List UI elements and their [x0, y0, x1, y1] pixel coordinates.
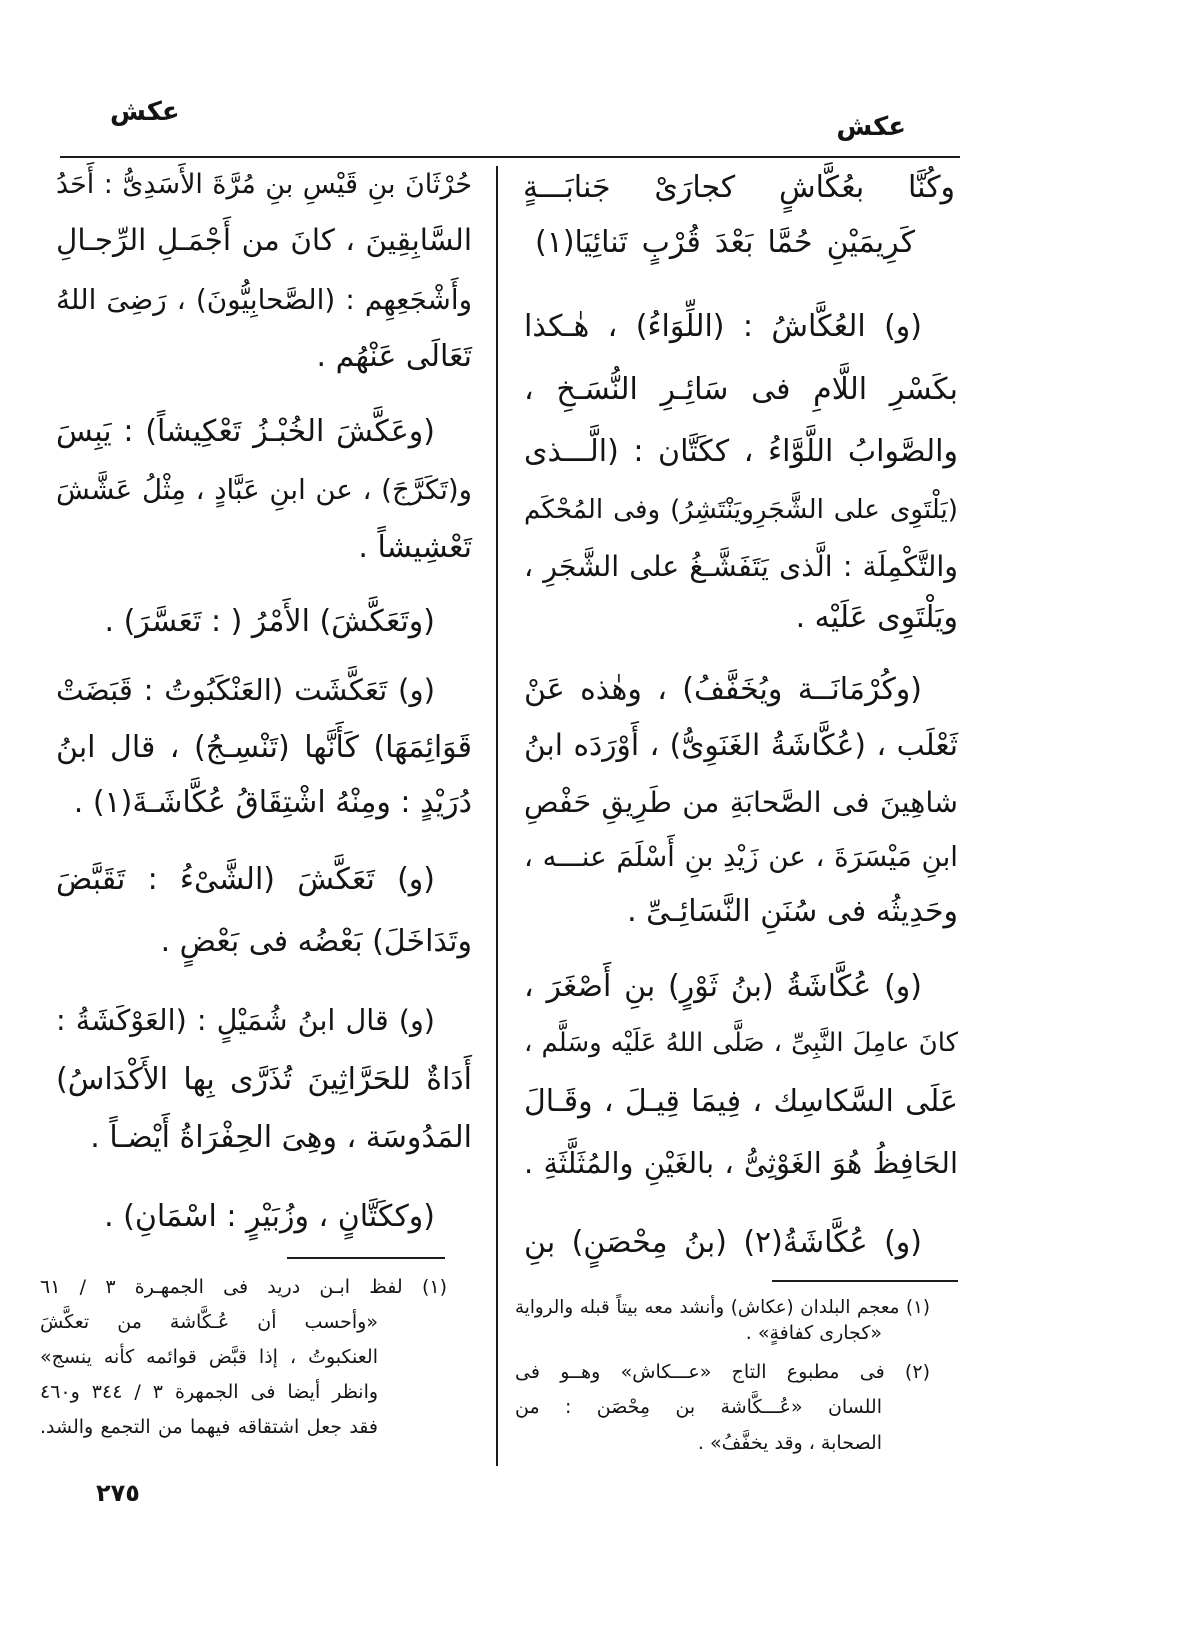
entry-line: (و) عُكَّاشَةُ(٢) (بنُ مِحْصَنٍ) بنِ: [524, 1225, 922, 1260]
column-divider: [496, 166, 498, 1466]
footnote-line: فقد جعل اشتقاقه فيهما من التجمع والشد.: [40, 1416, 378, 1438]
entry-line: وتَدَاخَلَ) بَعْضُه فى بَعْضٍ .: [160, 924, 472, 959]
entry-line: (وكُرْمَانَــة ويُخَفَّفُ) ، وهٰذه عَنْ: [524, 672, 922, 707]
page-number: ٢٧٥: [96, 1479, 140, 1507]
entry-line: وأَشْجَعِهِم : (الصَّحابِيُّونَ) ، رَضِىَ اللهُ: [56, 283, 472, 316]
entry-line: (و) تَعَكَّشَت (العَنْكَبُوتُ : قَبَضَتْ: [56, 673, 435, 707]
header-rule: [60, 156, 960, 158]
entry-line: ابنِ مَيْسَرَةَ ، عن زَيْدِ بنِ أَسْلَمَ عنـــه ،: [524, 840, 958, 873]
poem-verse: وكُنَّا بعُكَّاشٍ كجارَىْ جَنابَـــةٍ: [523, 170, 955, 205]
footnote-line: العنكبوتُ ، إذا قبَّض قوائمه كأنه ينسج»: [40, 1346, 378, 1368]
entry-line: (وتَعَكَّشَ) الأَمْرُ ( : تَعَسَّرَ) .: [104, 604, 435, 639]
entry-line: ثَعْلَب ، (عُكَّاشَةُ الغَنَوِىُّ) ، أَوْرَدَه ابنُ: [524, 728, 958, 762]
poem-verse: كَرِيمَيْنِ حُمَّا بَعْدَ قُرْبٍ تَنائِيَا(١): [535, 225, 915, 260]
entry-line: عَلَى السَّكاسِك ، فِيمَا قِيـلَ ، وقَـالَ: [524, 1084, 958, 1119]
footnote-line: الصحابة ، وقد يخفَّفُ» .: [697, 1432, 882, 1454]
entry-line: بكَسْرِ اللَّامِ فى سَائِـرِ النُّسَـخِ ،: [524, 372, 958, 407]
footnote-line: (٢) فى مطبوع التاج «عـــكاش» وهــو فى: [515, 1361, 930, 1383]
footnote-line: «وأحسب أن عُـكَّاشة من تعكَّشَ: [40, 1311, 378, 1333]
entry-line: شاهِينَ فى الصَّحابَةِ من طَرِيقِ حَفْصِ: [524, 785, 958, 819]
entry-line: والصَّوابُ اللَّوَّاءُ ، ككَتَّان : (الَّـــذى: [524, 434, 958, 469]
footnote-line: «كجارى كفافةٍ» .: [745, 1322, 882, 1344]
entry-line: قَوَائِمَهَا) كَأَنَّها (تَنْسِـجُ) ، قال ابنُ: [56, 730, 472, 765]
footnote-rule: [287, 1257, 445, 1259]
entry-line: المَدُوسَة ، وهِىَ الحِفْرَاةُ أَيْضـاً .: [90, 1120, 472, 1155]
footnote-line: وانظر أيضا فى الجمهرة ٣ / ٣٤٤ و٤٦٠: [40, 1381, 379, 1403]
entry-line: أَدَاةٌ للحَرَّاثِينَ تُذَرَّى بِها الأَكْدَاسُ): [56, 1062, 472, 1097]
entry-line: دُرَيْدٍ : ومِنْهُ اشْتِقَاقُ عُكَّاشَـةَ(١) .: [73, 785, 472, 820]
entry-line: (وككَتَّانٍ ، وزُبَيْرٍ : اسْمَانِ) .: [104, 1199, 435, 1234]
page-header-word-right: عكش: [836, 112, 906, 142]
entry-line: (و) العُكَّاشُ : (اللِّوَاءُ) ، هٰـكذا: [524, 309, 922, 344]
entry-line: السَّابِقِينَ ، كانَ من أَجْمَـلِ الرِّجـالِ: [56, 223, 472, 257]
entry-line: تَعْشِيشاً .: [358, 530, 472, 565]
entry-line: (و) تَعَكَّشَ (الشَّىْءُ : تَقَبَّضَ: [56, 862, 435, 897]
entry-line: (و) قال ابنُ شُمَيْلٍ : (العَوْكَشَةُ :: [56, 1003, 435, 1037]
entry-line: (وعَكَّشَ الخُبْـزُ تَعْكِيشاً) : يَبِسَ: [56, 414, 435, 449]
entry-line: وحَدِيثُه فى سُنَنِ النَّسَائِـىِّ .: [627, 894, 958, 929]
entry-line: حُرْثَانَ بنِ قَيْسِ بنِ مُرَّةَ الأَسَدِىُّ : أَحَدُ: [56, 169, 472, 200]
page-header-word-left: عكش: [110, 97, 180, 127]
entry-line: كانَ عامِلَ النَّبِىِّ ، صَلَّى اللهُ عَلَيْه وسَلَّم ،: [524, 1028, 958, 1058]
footnote-line: (١) لفظ ابـن دريد فى الجمهـرة ٣ / ٦١: [40, 1276, 448, 1298]
entry-line: و(تَكَرَّجَ) ، عن ابنِ عَبَّادٍ ، مِثْلُ عَشَّشَ: [56, 473, 472, 506]
entry-line: الحَافِظُ هُوَ الغَوْثِىُّ ، بالغَيْنِ والمُثَلَّثَةِ .: [524, 1146, 958, 1180]
footnote-rule: [772, 1280, 958, 1282]
footnote-line: (١) معجم البلدان (عكاش) وأنشد معه بيتاً قبله والرواية: [515, 1297, 930, 1318]
footnote-line: اللسان «عُـــكَّاشة بن مِحْصَن : من: [515, 1396, 882, 1418]
entry-line: (يَلْتَوِى على الشَّجَرِويَنْتَشِرُ) وفى المُحْكَم: [524, 495, 958, 525]
entry-line: والتَّكْمِلَة : الَّذى يَتَفَشَّـغُ على الشَّجَرِ ،: [524, 550, 958, 583]
entry-line: تَعَالَى عَنْهُم .: [316, 339, 472, 374]
entry-line: ويَلْتَوِى عَلَيْه .: [795, 600, 958, 635]
entry-line: (و) عُكَّاشَةُ (بنُ ثَوْرٍ) بنِ أَصْغَرَ ،: [524, 969, 922, 1004]
